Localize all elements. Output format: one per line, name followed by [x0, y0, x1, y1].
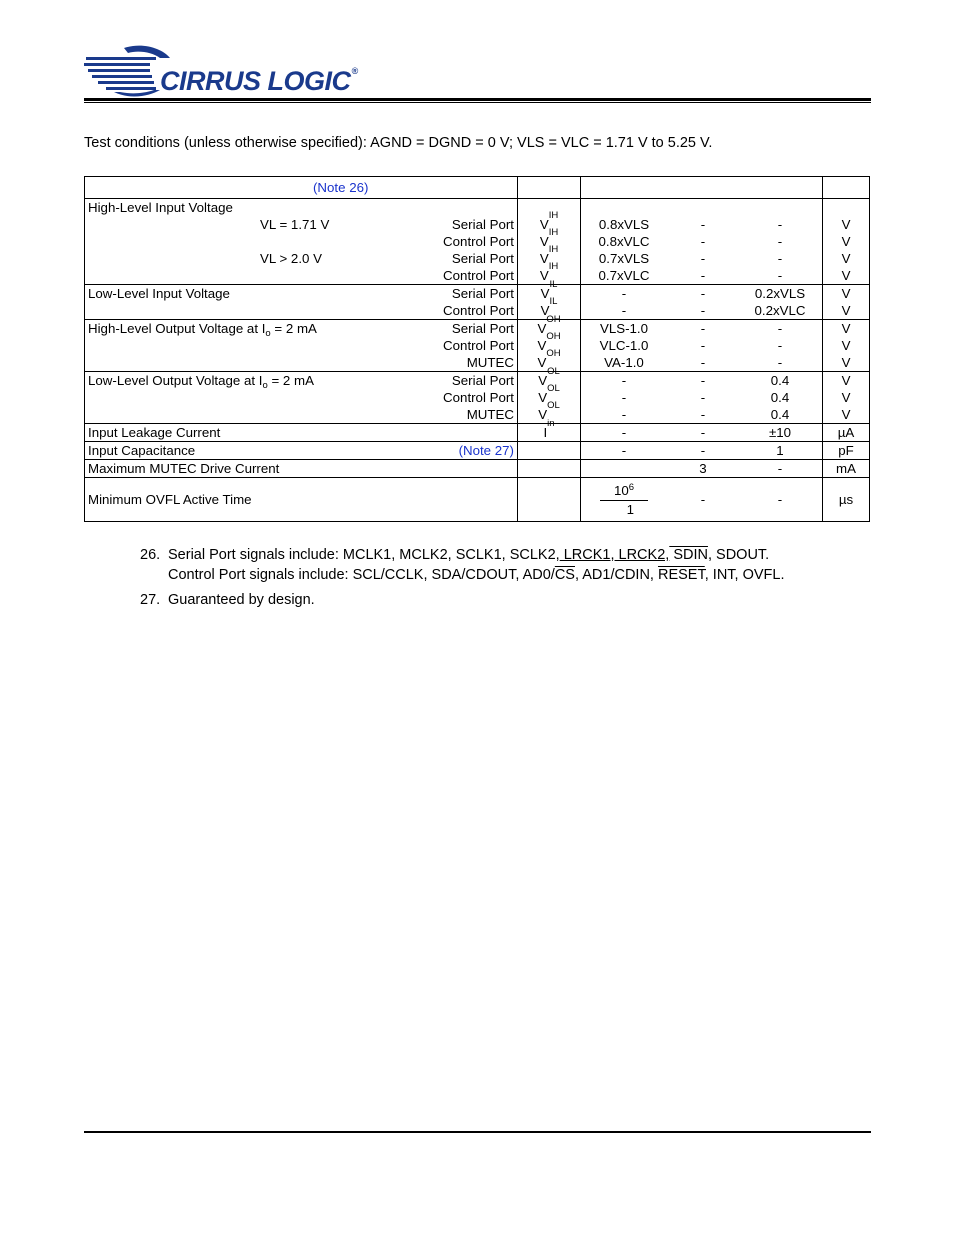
- table-row: [85, 424, 870, 442]
- values-cell: - - ±10: [581, 424, 823, 442]
- param-label: High-Level Output Voltage at $I_o = 2$ mA: [88, 321, 317, 339]
- table-row: High-Level Output Voltage at $I_o = 2$ mA Serial Port Control Port MUTEC V OH V OH V OH VLS-1.0 - - VLC-1.0 - - VA-1.0 - - V V V: [85, 320, 870, 372]
- unit-cell: V V V V: [823, 199, 870, 285]
- note-27-link[interactable]: (Note 27): [458, 443, 514, 458]
- header-rule-thin: [84, 102, 871, 103]
- table-row: Low-Level Input Voltage Serial Port Control Port V IL V IL - - 0.2xVLS - - 0.2xVLC V V: [85, 285, 870, 320]
- note-26-link[interactable]: (Note 26): [313, 180, 369, 195]
- ovfl-min-fraction: $\frac{10^6}{1}$: [600, 482, 648, 518]
- symbol-cell: [518, 478, 581, 522]
- values-cell: 0.8xVLS - - 0.8xVLC - - 0.7xVLS - - 0.7xVLC - -: [581, 199, 823, 285]
- table-row: High-Level Input Voltage VL = 1.71 V Serial Port Control Port VL > 2.0 V Serial Port Control Port V IH V IH V IH V IH 0.8xVLS - - 0.8xVLC - - 0.7xVLS - - 0.7xVLC - - V V V V: [85, 199, 870, 285]
- symbol-cell: I in: [518, 424, 581, 442]
- registered-mark: ®: [351, 66, 358, 76]
- symbol-cell: V IL V IL: [518, 285, 581, 320]
- param-label: Minimum OVFL Active Time: [88, 492, 252, 507]
- header-rule: [84, 98, 871, 101]
- symbol-cell: V OL V OL V OL: [518, 372, 581, 424]
- symbol-cell: V IH V IH V IH V IH: [518, 199, 581, 285]
- param-label: Input Leakage Current: [88, 425, 221, 440]
- note-26: 26. Serial Port signals include: MCLK1, MCLK2, SCLK1, SCLK2, LRCK1, LRCK2, SDIN, SDOUT. Control Port signals include: SCL/CCLK, SDA/CDOUT, $AD0/\overline{CS}$, AD1/CDIN, RESET, INT, OVFL.: [140, 547, 785, 583]
- unit-cell: µs: [823, 478, 870, 522]
- symbol-cell: [518, 442, 581, 460]
- param-label: High-Level Input Voltage: [88, 200, 233, 215]
- note-27: 27. Guaranteed by design.: [140, 592, 315, 608]
- values-cell: - - 1: [581, 442, 823, 460]
- unit-cell: V V: [823, 285, 870, 320]
- unit-cell: V V V: [823, 372, 870, 424]
- symbol-cell: V OH V OH V OH: [518, 320, 581, 372]
- values-cell: VLS-1.0 - - VLC-1.0 - - VA-1.0 - -: [581, 320, 823, 372]
- values-cell: - - 0.4 - - 0.4 - - 0.4: [581, 372, 823, 424]
- table-header-row: [85, 177, 870, 199]
- logo-text: CIRRUS LOGIC: [160, 66, 351, 96]
- table-row: Low-Level Output Voltage at $I_o = 2$ mA Serial Port Control Port MUTEC V OL V OL V OL - - 0.4 - - 0.4 - - 0.4 V V V: [85, 372, 870, 424]
- table-row: [85, 442, 870, 460]
- unit-cell: µA: [823, 424, 870, 442]
- unit-cell: pF: [823, 442, 870, 460]
- unit-cell: V V V: [823, 320, 870, 372]
- test-conditions: Test conditions (unless otherwise specified): AGND = DGND = 0 V; VLS = VLC = 1.71 V to 5.25 V.: [84, 135, 713, 151]
- param-label: Low-Level Input Voltage: [88, 286, 230, 301]
- unit-cell: mA: [823, 460, 870, 478]
- param-label: Low-Level Output Voltage at $I_o = 2$ mA: [88, 373, 314, 391]
- values-cell: - - 0.2xVLS - - 0.2xVLC: [581, 285, 823, 320]
- param-label: Maximum MUTEC Drive Current: [88, 461, 280, 476]
- param-label: Input Capacitance: [88, 443, 196, 458]
- symbol-cell: [518, 460, 581, 478]
- table-row: [85, 478, 870, 522]
- footer-rule: [84, 1131, 871, 1133]
- table-row: [85, 460, 870, 478]
- values-cell: 3 -: [581, 460, 823, 478]
- dc-characteristics-table: [84, 176, 870, 522]
- param-header-cell: [85, 177, 518, 199]
- logo-wordmark: [160, 66, 358, 97]
- footnotes: [140, 545, 785, 610]
- values-cell: $\frac{10^6}{1}$ - -: [581, 478, 823, 522]
